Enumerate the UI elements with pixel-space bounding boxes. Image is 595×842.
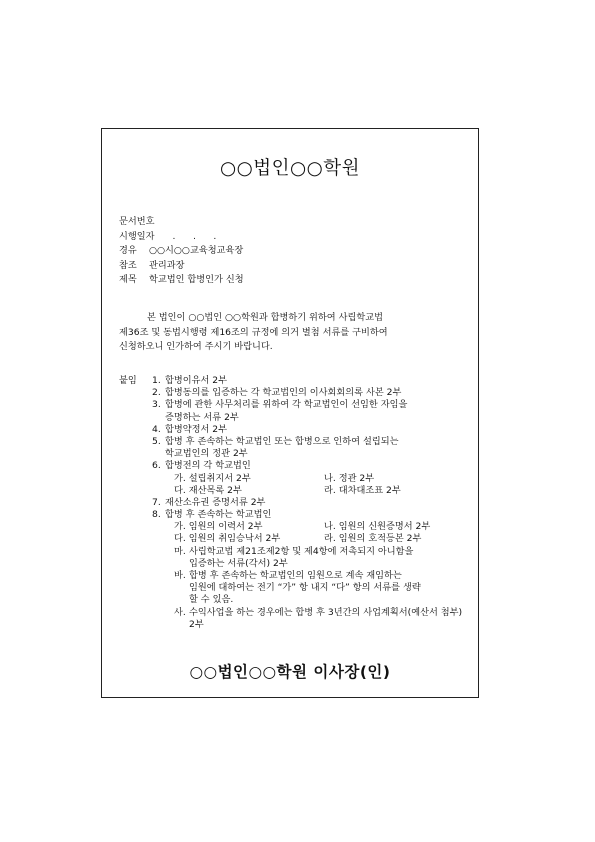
item-text: 합병이유서 2부 [165, 375, 228, 386]
signature-line: ○○법인○○학원 이사장(인) [189, 663, 391, 681]
body-line: 신청하오니 인가하여 주시기 바랍니다. [119, 341, 273, 352]
field-label: 문서번호 [119, 216, 155, 227]
list-item [119, 497, 479, 509]
item-text: 합병동의를 입증하는 각 학교법인의 이사회회의록 사본 2부 [165, 387, 402, 399]
item-number: 2. [152, 387, 161, 399]
list-item [119, 473, 479, 485]
list-item [119, 570, 479, 582]
field-label: 제목 [119, 274, 137, 286]
attachments-list [119, 375, 479, 631]
list-item [119, 509, 479, 521]
list-item [119, 448, 479, 460]
field-via [119, 244, 244, 259]
list-item [119, 399, 479, 411]
field-doc-number [119, 215, 244, 230]
item-text: 증명하는 서류 2부 [165, 411, 239, 423]
list-item [119, 558, 479, 570]
list-item [119, 460, 479, 472]
item-text: 합병 후 존속하는 학교법인 또는 합병으로 인하여 설립되는 [165, 435, 399, 447]
list-item [119, 521, 479, 533]
field-date [119, 230, 244, 245]
item-number: 4. [152, 423, 161, 435]
sub-text: 수익사업을 하는 경우에는 합병 후 3년간의 사업계획서(예산서 첨부) [189, 606, 463, 618]
sub-text: 2부 [189, 618, 204, 630]
list-item [119, 619, 479, 631]
list-item [119, 546, 479, 558]
sub-mark: 마. [174, 545, 186, 557]
list-item [119, 412, 479, 424]
field-label: 시행일자 [119, 230, 155, 242]
sub-text: 임원에 대하여는 전기 “가” 항 내지 “다” 항의 서류를 생략 [189, 582, 421, 594]
sub-item: 가. 설립취지서 2부 [174, 472, 251, 484]
item-number: 5. [152, 435, 161, 447]
field-label: 경유 [119, 245, 137, 257]
field-label: 참조 [119, 259, 137, 271]
sub-item: 다. 임원의 취임승낙서 2부 [174, 533, 281, 545]
item-text: 합병에 관한 사무처리를 위하여 각 학교법인이 선임한 자임을 [165, 399, 408, 411]
list-item [119, 424, 479, 436]
item-text: 합병약정서 2부 [165, 423, 228, 435]
list-item [119, 582, 479, 594]
item-text: 합병 후 존속하는 학교법인 [165, 509, 272, 521]
list-item [119, 594, 479, 606]
item-text: 합병전의 각 학교법인 [165, 460, 251, 472]
sub-item: 가. 임원의 이력서 2부 [174, 521, 263, 533]
field-reference [119, 259, 244, 274]
sub-mark: 바. [174, 570, 186, 581]
field-value: ○○시○○교육청교육장 [149, 245, 244, 257]
item-text: 학교법인의 정관 2부 [165, 448, 248, 460]
item-text: 재산소유권 증명서류 2부 [165, 496, 266, 508]
header-fields [119, 215, 244, 288]
list-item [119, 533, 479, 545]
body-paragraph [119, 311, 469, 355]
list-item [119, 607, 479, 619]
field-value: . . . [172, 230, 217, 242]
item-number: 3. [152, 399, 161, 411]
field-subject [119, 273, 244, 288]
sub-item: 나. 임원의 신원증명서 2부 [324, 521, 431, 533]
sub-text: 합병 후 존속하는 학교법인의 임원으로 계속 재임하는 [189, 570, 402, 581]
list-item [119, 387, 479, 399]
attachments-label: 붙임 [119, 375, 137, 386]
sub-text: 입증하는 서류(각서) 2부 [189, 557, 288, 569]
sub-item: 라. 대차대조표 2부 [324, 484, 401, 496]
sub-text: 할 수 있음. [189, 594, 234, 606]
item-number: 6. [152, 460, 161, 472]
list-item [119, 485, 479, 497]
item-number: 8. [152, 509, 161, 521]
sub-mark: 사. [174, 606, 186, 618]
sub-item: 나. 정관 2부 [324, 472, 375, 484]
field-value: 관리과장 [149, 259, 185, 271]
sub-item: 다. 재산목록 2부 [174, 484, 242, 496]
sub-text: 사립학교법 제21조제2항 및 제4항에 저촉되지 아니함을 [189, 545, 414, 557]
field-value: 학교법인 합병인가 신청 [149, 274, 244, 286]
document-frame [101, 128, 479, 698]
item-number: 1. [152, 375, 161, 386]
list-item [119, 436, 479, 448]
body-line: 본 법인이 ○○법인 ○○학원과 합병하기 위하여 사립학교법 [147, 312, 383, 323]
document-title: ○○법인○○학원 [219, 158, 361, 179]
sub-item: 라. 임원의 호적등본 2부 [324, 533, 422, 545]
body-line: 제36조 및 동법시행령 제16조의 규정에 의거 별첨 서류를 구비하여 [119, 326, 388, 338]
item-number: 7. [152, 496, 161, 508]
list-item [119, 375, 479, 387]
